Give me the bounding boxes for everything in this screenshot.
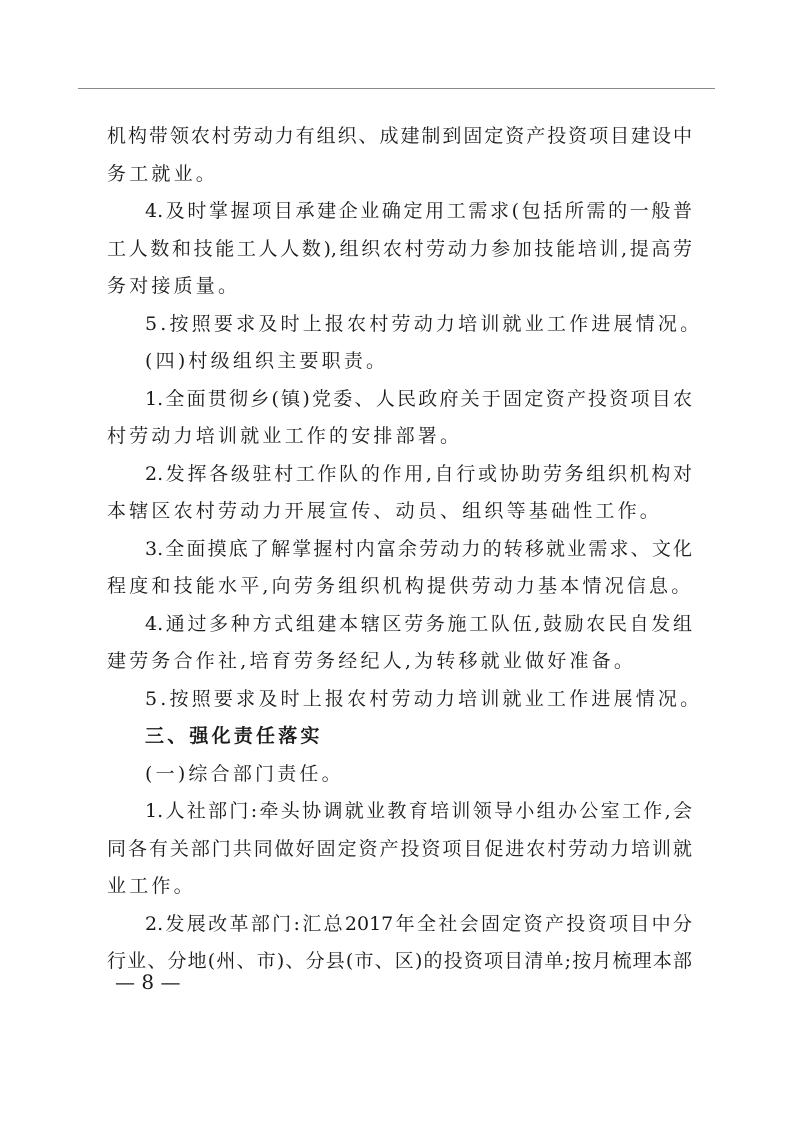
text-line: 2.发展改革部门:汇总2017年全社会固定资产投资项目中分 [145,912,692,935]
text-line: 4.通过多种方式组建本辖区劳务施工队伍,鼓励农民自发组 [145,612,692,635]
text-line: 建劳务合作社,培育劳务经纪人,为转移就业做好准备。 [107,650,637,672]
text-line: 程度和技能水平,向劳务组织机构提供劳动力基本情况信息。 [107,575,694,597]
text-line: 3.全面摸底了解掌握村内富余劳动力的转移就业需求、文化 [145,537,692,560]
text-line: 村劳动力培训就业工作的安排部署。 [107,425,463,447]
paragraph [107,306,703,344]
paragraph [107,193,692,306]
paragraph [107,756,692,794]
paragraph [107,793,692,906]
text-line: 5.按照要求及时上报农村劳动力培训就业工作进展情况。 [145,312,703,335]
text-line: 务对接质量。 [107,275,241,297]
paragraph [107,343,692,381]
text-line: (一)综合部门责任。 [145,762,344,785]
text-line: 业工作。 [107,875,196,897]
text-line: 1.全面贯彻乡(镇)党委、人民政府关于固定资产投资项目农 [145,387,692,410]
paragraph [107,456,692,531]
header-rule [78,88,715,89]
paragraph [107,906,692,981]
text-line: 5.按照要求及时上报农村劳动力培训就业工作进展情况。 [145,687,703,710]
text-line: 2.发挥各级驻村工作队的作用,自行或协助劳务组织机构对 [145,462,692,485]
text-line: 1.人社部门:牵头协调就业教育培训领导小组办公室工作,会 [145,800,692,822]
text-line: 行业、分地(州、市)、分县(市、区)的投资项目清单;按月梳理本部 [107,950,692,972]
text-line: 本辖区农村劳动力开展宣传、动员、组织等基础性工作。 [107,500,663,522]
document-body [107,118,703,981]
paragraph [107,118,692,193]
text-line: 机构带领农村劳动力有组织、成建制到固定资产投资项目建设中 [107,125,692,147]
text-line: 三、强化责任落实 [145,725,323,747]
section-heading [107,718,692,756]
paragraph [107,531,692,606]
text-line: (四)村级组织主要职责。 [145,350,389,372]
text-line: 同各有关部门共同做好固定资产投资项目促进农村劳动力培训就 [107,837,692,860]
paragraph [107,681,703,719]
paragraph [107,606,692,681]
text-line: 4.及时掌握项目承建企业确定用工需求(包括所需的一般普 [145,200,692,222]
text-line: 工人数和技能工人人数),组织农村劳动力参加技能培训,提高劳 [107,237,692,260]
text-line: 务工就业。 [107,162,219,185]
page-number: — 8 — [115,970,181,994]
paragraph [107,381,692,456]
